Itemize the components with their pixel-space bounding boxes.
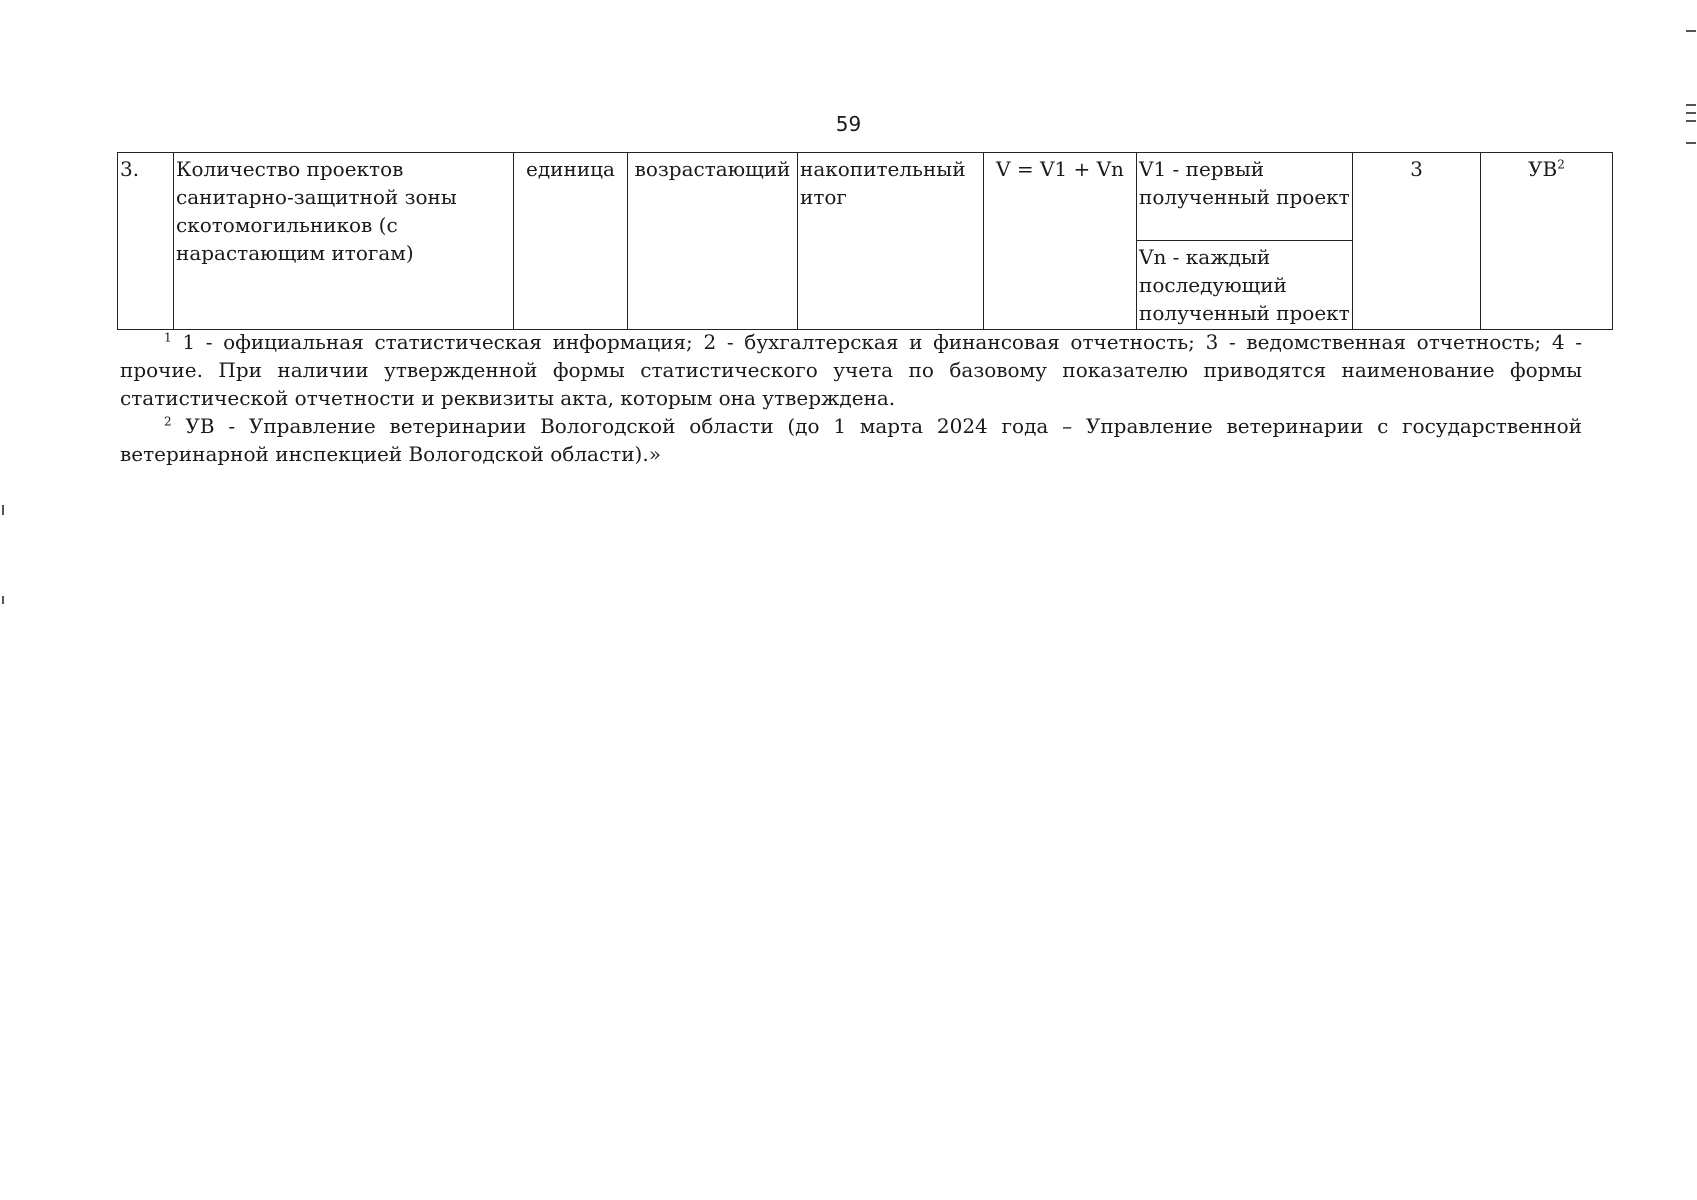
- row-number-cell: [118, 153, 174, 330]
- dynamics-cell: [628, 153, 798, 330]
- unit-cell: [514, 153, 628, 330]
- footnote-2-text: УВ - Управление ветеринарии Вологодской области (до 1 марта 2024 года – Управление ветеринарии с государственной ветеринарной инспекцией Вологодской области).»: [120, 414, 1582, 466]
- footnote-1: [120, 328, 1582, 412]
- variable-v1-cell: [1137, 153, 1353, 241]
- responsible-cell: [1481, 153, 1613, 330]
- method-cell: [798, 153, 984, 330]
- footnote-2: [120, 412, 1582, 468]
- scan-mark: [1686, 112, 1696, 114]
- scan-mark: [2, 505, 4, 515]
- footnote-1-text: 1 - официальная статистическая информация; 2 - бухгалтерская и финансовая отчетность; 3 - ведомственная отчетность; 4 - прочие. При наличии утвержденной формы статистического учета по базовому показателю приводятся наименование формы статистической отчетности и реквизиты акта, которым она утверждена.: [120, 330, 1582, 410]
- variable-v1: V1 - первый полученный проект: [1139, 157, 1350, 209]
- indicator-table: [117, 152, 1613, 330]
- scan-mark: [1686, 142, 1696, 144]
- formula: V = V1 + Vn: [996, 157, 1124, 181]
- table-row: [118, 153, 1613, 241]
- source-code-cell: [1353, 153, 1481, 330]
- page-number: 59: [835, 112, 862, 136]
- indicator-name-cell: [174, 153, 514, 330]
- scan-mark: [1686, 104, 1696, 106]
- indicator-name: Количество проектов санитарно-защитной зоны скотомогильников (с нарастающим итогам): [176, 157, 457, 265]
- footnote-1-mark: 1: [164, 330, 172, 345]
- footnote-2-mark: 2: [164, 414, 172, 429]
- dynamics: возрастающий: [634, 157, 791, 181]
- formula-cell: [984, 153, 1137, 330]
- responsible-footnote-mark: 2: [1557, 157, 1565, 172]
- method: накопительный итог: [800, 157, 966, 209]
- scan-mark: [1686, 30, 1696, 32]
- scan-mark: [1686, 120, 1696, 122]
- scan-mark: [2, 596, 4, 604]
- row-number: 3.: [120, 157, 140, 181]
- unit: единица: [526, 157, 615, 181]
- source-code: 3: [1410, 157, 1423, 181]
- footnotes: [120, 328, 1582, 468]
- variable-vn-cell: [1137, 241, 1353, 330]
- responsible: УВ: [1528, 157, 1558, 181]
- variable-vn: Vn - каждый последующий полученный проект: [1139, 245, 1350, 325]
